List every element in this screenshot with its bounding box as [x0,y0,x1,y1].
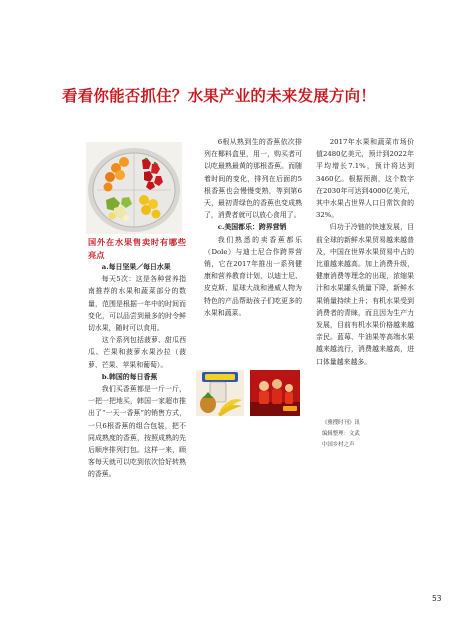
paragraph-b: 我们买香蕉都是一斤一斤，一把一把地买，韩国一家超市推出了“一天一香蕉”的销售方式，一只6根香蕉的组合包装，把不同成熟度的香蕉，按照成熟的先后顺序排列打包。这样一来，顾客每天就可以吃到依次恰好转熟的香蕉。 [88,385,186,479]
paragraph-a2: 这个系列包括菠萝、甜瓜西瓜、芒果和菠萝水果沙拉（菠萝、芒果、苹果和葡萄）。 [88,336,186,369]
fruit-platter-photo [86,142,182,234]
subheading-a: a.每日坚果／每日水果 [101,263,171,271]
credit-source: 《雅搜时刊》讯 [322,420,360,426]
paragraph-3-1: 2017年水果和蔬菜市场价值2480亿美元，预计到2022年平均增长7.1%，预计将达到3460亿。根据预测，这个数字在2030年可达到4000亿美元，其中水果占世界人口日常饮食的32%。 [316,138,414,220]
article-column-1 [88,236,186,481]
paragraph-a1: 每天5次：这是各种营养指南推荐的水果和蔬菜部分的数量，范围是根据一年中的时间而变化，可以品尝到最多的时令鲜切水果，随时可以食用。 [88,275,186,333]
incredibles-poster-photo [250,370,300,416]
credit-editor: 编辑整理：文武 [322,431,360,437]
article-title: 看看你能否抓住？水果产业的未来发展方向！ [62,86,377,105]
paragraph-2-1: 6根从熟到生的香蕉依次排列在椰料盒里，用一，购买者可以吃最熟最黄的那根香蕉。而随着时间的变化，排列在后面的5根香蕉也会慢慢变熟，等到第6天，最初青绿色的香蕉也变成熟了，消费者就可以放心食用了。 [204,138,302,220]
paragraph-3-2: 归功于冷链的快速发展，目前全球的新鲜水果贸易越来越普及，中国在世界水果贸易中占的比重越来越高。加上消费升级，健康消费等理念的出现，浓缩果汁和水果罐头销量下降，新鲜水果销量持续上升；有机水果受到消费者的青睐，而且因为生产力发展，目前有机水果价格越来越亲民。蓝莓、牛油果等高端水果越来越流行，消费越来越高，进口体量越来越多。 [316,223,414,366]
side-heading: 国外在水果售卖时有哪些亮点 [88,237,186,260]
subheading-b: b.韩国的每日香蕉 [101,372,158,381]
article-column-2 [204,136,302,319]
dole-product-photo [196,370,244,416]
subheading-c: c.美国都乐：跨界营销 [217,223,287,232]
credit-publication: 中国乡村之声 [322,442,355,448]
article-column-3 [316,136,414,368]
credits [322,418,418,451]
page-number: 53 [432,594,442,603]
paragraph-c: 我们熟悉的卖香蕉都乐（Dole）与迪士尼合作跨界营销，它在2017年推出一系列健康和营养教育计划，以迪士尼、皮克斯、星球大战和漫威人物为特色的产品帮助孩子们吃更多的水果和蔬菜。 [204,235,302,317]
